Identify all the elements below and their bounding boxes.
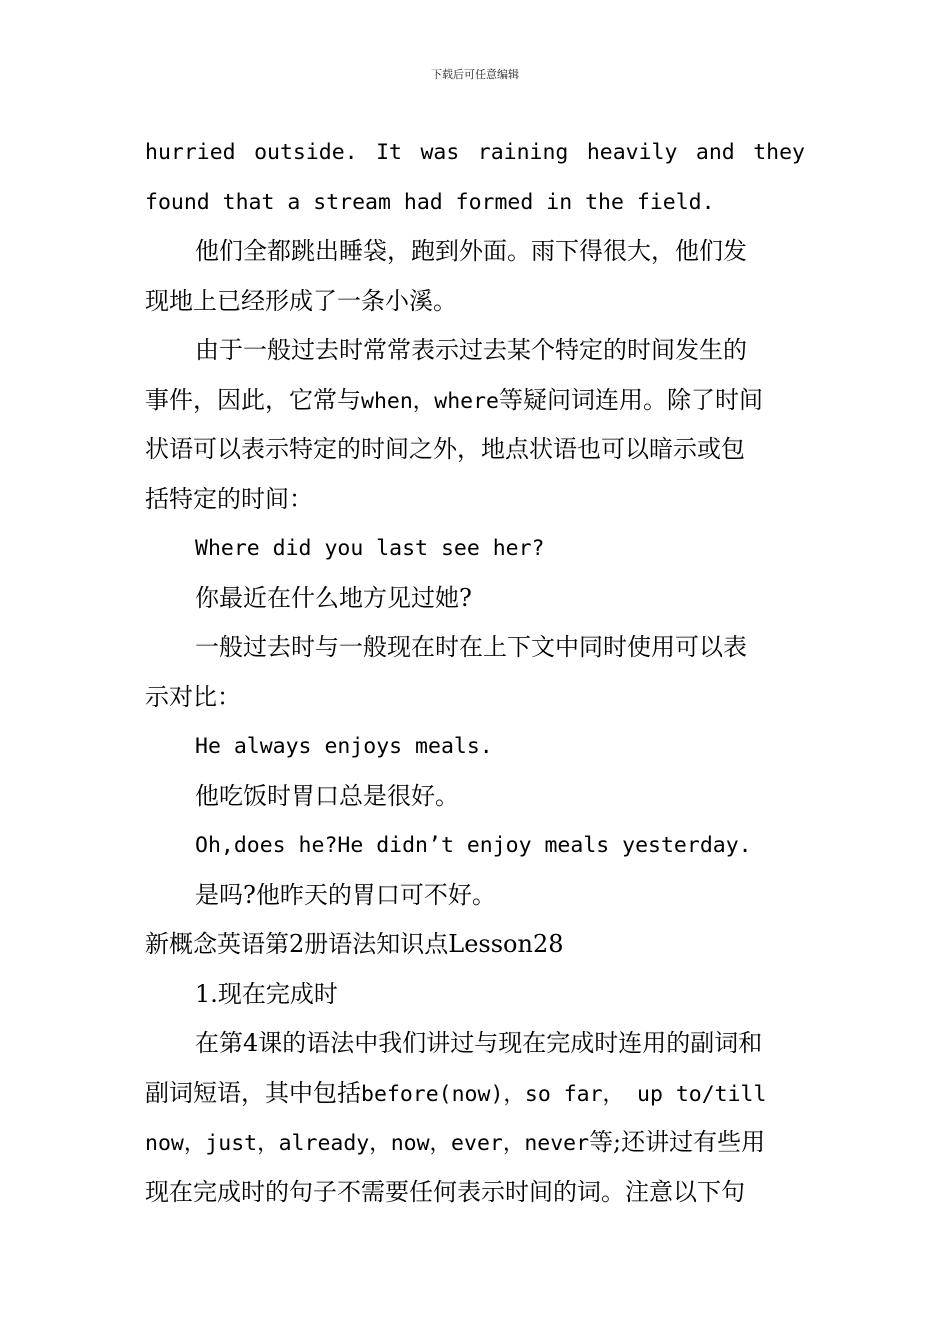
heading-number: 1.: [195, 979, 218, 1008]
text-segment: 等疑问词连用。除了时间: [499, 385, 763, 414]
text-line: 他们全都跳出睡袋，跑到外面。雨下得很大，他们发: [195, 237, 747, 265]
text-line: 括特定的时间：: [145, 484, 313, 513]
page-header: 下载后可任意编辑: [431, 68, 519, 81]
text-segment: 副词短语，其中包括: [145, 1078, 361, 1107]
example-sentence-en: Where did you last see her?: [195, 536, 545, 561]
text-segment: 在第: [195, 1029, 243, 1057]
text-segment-en: before(now)，so far， up to/till: [361, 1081, 767, 1107]
text-line: found that a stream had formed in the field.: [145, 189, 715, 215]
example-sentence-zh: 他吃饭时胃口总是很好。: [195, 781, 459, 810]
text-line: 由于一般过去时常常表示过去某个特定的时间发生的: [195, 336, 747, 364]
heading-segment: 册语法知识点: [304, 930, 449, 958]
example-sentence-en: Oh,does he?He didn’t enjoy meals yesterday.: [195, 833, 752, 858]
text-segment: 事件，因此，它常与: [145, 385, 361, 414]
text-segment-en: now，just，already，now，ever，never: [145, 1131, 590, 1156]
example-sentence-en: He always enjoys meals.: [195, 734, 493, 759]
text-segment: 等;还讲过有些用: [589, 1128, 766, 1156]
document-body: [145, 128, 805, 1217]
heading-text: 现在完成时: [217, 979, 338, 1008]
text-line: hurried outside. It was raining heavily and they: [145, 140, 805, 165]
subsection-heading: [145, 970, 805, 1020]
text-line: 现地上已经形成了一条小溪。: [145, 286, 457, 315]
text-segment-en: when，where: [361, 388, 499, 414]
text-segment: 4: [243, 1029, 259, 1057]
text-line: 示对比：: [145, 682, 241, 711]
text-line: [145, 1069, 805, 1119]
example-sentence-zh: 你最近在什么地方见过她?: [195, 583, 472, 612]
text-segment: 课的语法中我们讲过与现在完成时连用的副词和: [258, 1029, 763, 1057]
text-line: 一般过去时与一般现在时在上下文中同时使用可以表: [195, 633, 747, 661]
heading-segment: Lesson28: [448, 930, 564, 958]
text-line: [145, 1019, 805, 1069]
heading-segment: 2: [289, 930, 305, 958]
text-line: 状语可以表示特定的时间之外，地点状语也可以暗示或包: [145, 435, 745, 463]
example-sentence-zh: 是吗?他昨天的胃口可不好。: [195, 880, 496, 909]
heading-segment: 新概念英语第: [145, 930, 289, 958]
text-line: [145, 1118, 805, 1168]
section-heading: [145, 920, 805, 970]
text-line: [145, 376, 805, 426]
text-line: 现在完成时的句子不需要任何表示时间的词。注意以下句: [145, 1177, 745, 1206]
